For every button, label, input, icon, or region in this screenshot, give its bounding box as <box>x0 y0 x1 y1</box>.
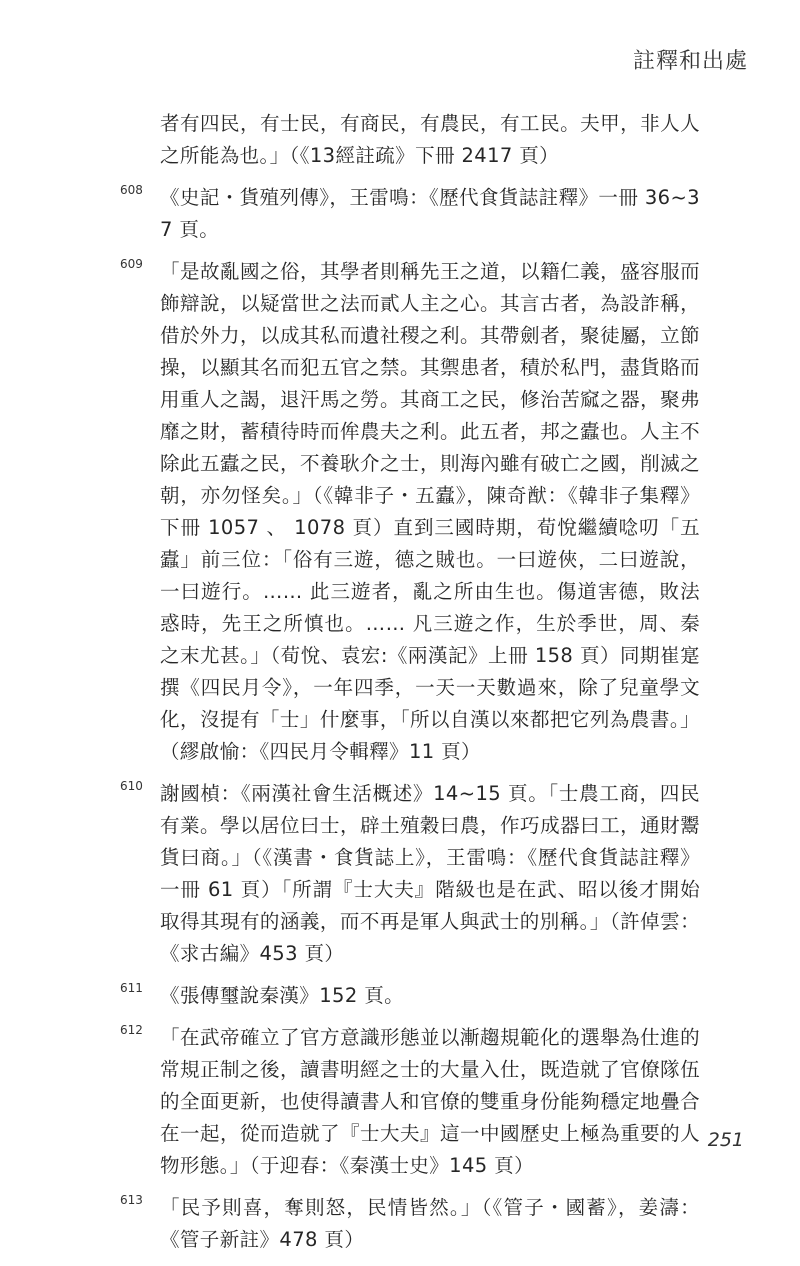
footnote-number: 609 <box>120 257 143 271</box>
footnote-text: 《史記・貨殖列傳》，王雷鳴：《歷代食貨誌註釋》一冊 36~37 頁。 <box>160 186 700 241</box>
page-number: 251 <box>707 1129 744 1151</box>
footnote-text: 「民予則喜，奪則怒，民情皆然。」（《管子・國蓄》，姜濤：《管子新註》478 頁） <box>160 1196 700 1251</box>
footnote-number: 612 <box>120 1023 143 1037</box>
footnote-number: 610 <box>120 779 143 793</box>
footnote-611 <box>120 980 700 1012</box>
footnote-number: 611 <box>120 981 143 995</box>
footnote-number: 608 <box>120 183 143 197</box>
footnote-612 <box>120 1022 700 1182</box>
footnote-text: 謝國楨：《兩漢社會生活概述》14~15 頁。「士農工商，四民有業。學以居位曰士，辟土殖穀曰農，作巧成器曰工，通財鬻貨曰商。」（《漢書・食貨誌上》，王雷鳴：《歷代食貨誌註釋》一冊 61 頁）「所謂『士大夫』階級也是在武、昭以後才開始取得其現有的涵義，而不再是軍人與武士的別稱。」（許倬雲：《求古編》453 頁） <box>160 782 700 965</box>
running-header-title: 註釋和出處 <box>632 49 748 74</box>
footnote-continued <box>120 108 700 172</box>
footnote-text: 「是故亂國之俗，其學者則稱先王之道，以籍仁義，盛容服而飾辯說，以疑當世之法而貳人主之心。其言古者，為設詐稱，借於外力，以成其私而遺社稷之利。其帶劍者，聚徒屬，立節操，以顯其名而犯五官之禁。其禦患者，積於私門，盡貨賂而用重人之謁，退汗馬之勞。其商工之民，修治苦窳之器，聚弗靡之財，蓄積待時而侔農夫之利。此五者，邦之蠹也。人主不除此五蠹之民，不養耿介之士，則海內雖有破亡之國，削滅之朝，亦勿怪矣。」（《韓非子・五蠹》，陳奇猷：《韓非子集釋》下冊 1057 、 1078 頁）直到三國時期，荀悅繼續唸叨「五蠹」前三位：「俗有三遊，德之賊也。一曰遊俠，二曰遊說，一曰遊行。…… 此三遊者，亂之所由生也。傷道害德，敗法惑時，先王之所慎也。…… 凡三遊之作，生於季世，周、秦之末尤甚。」（荀悅、袁宏:《兩漢記》上冊 158 頁）同期崔寔撰《四民月令》，一年四季，一天一天數過來，除了兒童學文化，沒提有「士」什麼事，「所以自漢以來都把它列為農書。」（繆啟愉：《四民月令輯釋》11 頁） <box>160 260 700 763</box>
footnote-text: 者有四民，有士民，有商民，有農民，有工民。夫甲，非人人之所能為也。」（《13經註疏》下冊 2417 頁） <box>160 112 700 167</box>
footnote-609 <box>120 256 700 768</box>
footnote-number: 613 <box>120 1193 143 1207</box>
footnote-text: 「在武帝確立了官方意識形態並以漸趨規範化的選舉為仕進的常規正制之後，讀書明經之士的大量入仕，既造就了官僚隊伍的全面更新，也使得讀書人和官僚的雙重身份能夠穩定地疊合在一起，從而造就了『士大夫』這一中國歷史上極為重要的人物形態。」（于迎春：《秦漢士史》145 頁） <box>160 1026 700 1177</box>
footnote-610 <box>120 778 700 970</box>
footnotes-list <box>120 108 700 1266</box>
footnote-text: 《張傳璽說秦漢》152 頁。 <box>160 984 405 1007</box>
footnote-608 <box>120 182 700 246</box>
footnote-613 <box>120 1192 700 1256</box>
